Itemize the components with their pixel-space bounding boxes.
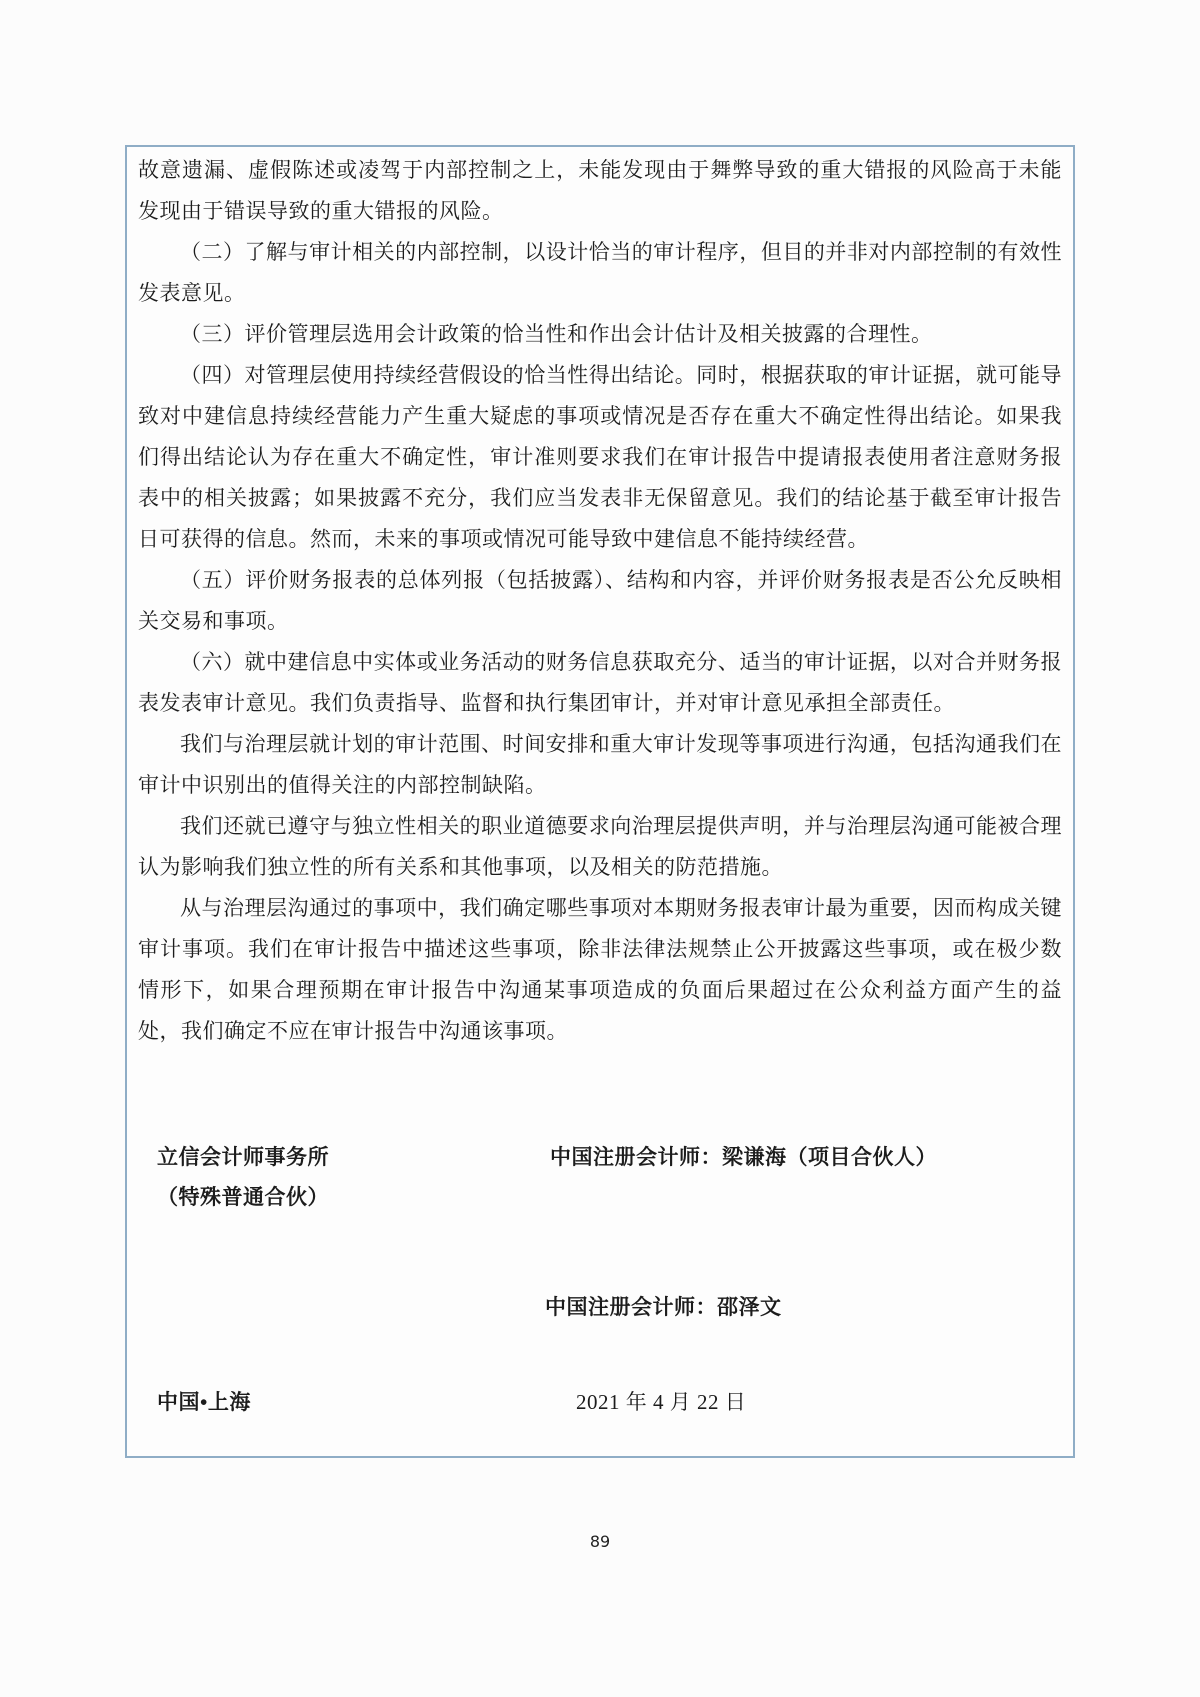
paragraph-item-6: （六）就中建信息中实体或业务活动的财务信息获取充分、适当的审计证据，以对合并财务报表发表审计意见。我们负责指导、监督和执行集团审计，并对审计意见承担全部责任。 bbox=[138, 650, 1062, 715]
paragraph-key-audit-matters: 从与治理层沟通过的事项中，我们确定哪些事项对本期财务报表审计最为重要，因而构成关键审计事项。我们在审计报告中描述这些事项，除非法律法规禁止公开披露这些事项，或在极少数情形下，如果合理预期在审计报告中沟通某事项造成的负面后果超过在公众利益方面产生的益处，我们确定不应在审计报告中沟通该事项。 bbox=[138, 896, 1062, 1043]
audit-report-text-box bbox=[125, 145, 1075, 1458]
paragraph-fraud-risk: 故意遗漏、虚假陈述或凌驾于内部控制之上，未能发现由于舞弊导致的重大错报的风险高于未能发现由于错误导致的重大错报的风险。 bbox=[138, 158, 1062, 223]
report-date: 2021 年 4 月 22 日 bbox=[576, 1390, 747, 1414]
paragraph-item-5: （五）评价财务报表的总体列报（包括披露）、结构和内容，并评价财务报表是否公允反映相关交易和事项。 bbox=[138, 568, 1062, 633]
paragraph-item-2: （二）了解与审计相关的内部控制，以设计恰当的审计程序，但目的并非对内部控制的有效性发表意见。 bbox=[138, 240, 1062, 305]
paragraph-independence-statement: 我们还就已遵守与独立性相关的职业道德要求向治理层提供声明，并与治理层沟通可能被合理认为影响我们独立性的所有关系和其他事项，以及相关的防范措施。 bbox=[138, 814, 1062, 879]
cpa-partner-line: 中国注册会计师：梁谦海（项目合伙人） bbox=[550, 1145, 937, 1169]
audit-firm-name: 立信会计师事务所 bbox=[157, 1145, 329, 1169]
cpa-second-line: 中国注册会计师：邵泽文 bbox=[545, 1295, 782, 1319]
page-number: 89 bbox=[589, 1532, 611, 1551]
audit-firm-type: （特殊普通合伙） bbox=[157, 1185, 329, 1209]
paragraph-governance-communication: 我们与治理层就计划的审计范围、时间安排和重大审计发现等事项进行沟通，包括沟通我们在审计中识别出的值得关注的内部控制缺陷。 bbox=[138, 732, 1062, 797]
paragraph-item-4: （四）对管理层使用持续经营假设的恰当性得出结论。同时，根据获取的审计证据，就可能导致对中建信息持续经营能力产生重大疑虑的事项或情况是否存在重大不确定性得出结论。如果我们得出结论认为存在重大不确定性，审计准则要求我们在审计报告中提请报表使用者注意财务报表中的相关披露；如果披露不充分，我们应当发表非无保留意见。我们的结论基于截至审计报告日可获得的信息。然而，未来的事项或情况可能导致中建信息不能持续经营。 bbox=[138, 363, 1062, 551]
paragraph-item-3: （三）评价管理层选用会计政策的恰当性和作出会计估计及相关披露的合理性。 bbox=[180, 322, 933, 346]
signing-location: 中国•上海 bbox=[157, 1390, 251, 1414]
